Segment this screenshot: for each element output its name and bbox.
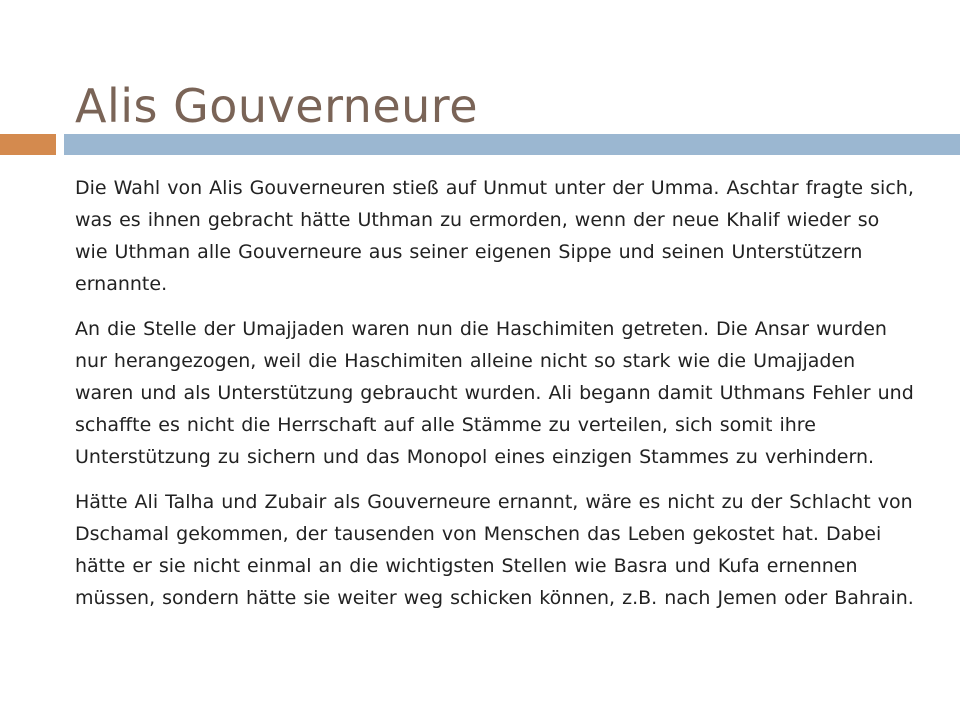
accent-bar-orange (0, 134, 56, 155)
slide-title: Alis Gouverneure (75, 78, 478, 133)
bullet-list (55, 172, 915, 627)
bullet-item (55, 486, 915, 614)
accent-bar-blue (64, 134, 960, 155)
bullet-item (55, 172, 915, 300)
bullet-text: An die Stelle der Umajjaden waren nun die Haschimiten getreten. Die Ansar wurden nur herangezogen, weil die Haschimiten alleine nicht so stark wie die Umajjaden waren und als Unterstützung gebraucht wurden. Ali begann damit Uthmans Fehler und schaffte es nicht die Herrschaft auf alle Stämme zu verteilen, sich somit ihre Unterstützung zu sichern und das Monopol eines einzigen Stammes zu verhindern. (75, 318, 914, 468)
bullet-text: Die Wahl von Alis Gouverneuren stieß auf Unmut unter der Umma. Aschtar fragte sich, was es ihnen gebracht hätte Uthman zu ermorden, wenn der neue Khalif wieder so wie Uthman alle Gouverneure aus seiner eigenen Sippe und seinen Unterstützern ernannte. (75, 177, 914, 295)
bullet-item (55, 313, 915, 473)
bullet-text: Hätte Ali Talha und Zubair als Gouverneure ernannt, wäre es nicht zu der Schlacht von Dschamal gekommen, der tausenden von Menschen das Leben gekostet hat. Dabei hätte er sie nicht einmal an die wichtigsten Stellen wie Basra und Kufa ernennen müssen, sondern hätte sie weiter weg schicken können, z.B. nach Jemen oder Bahrain. (75, 491, 914, 609)
